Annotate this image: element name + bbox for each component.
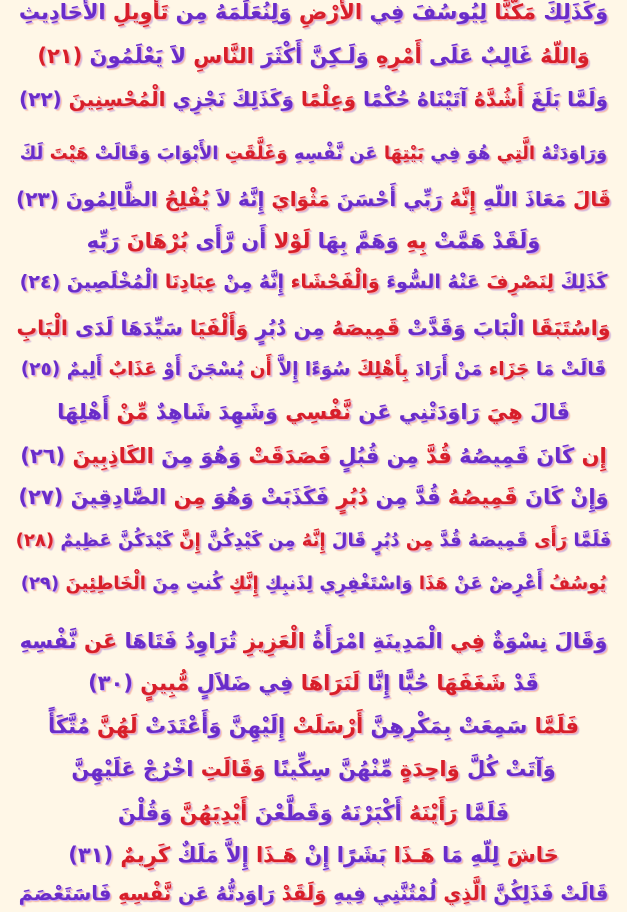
verse-word: رَأَى — [534, 530, 568, 551]
verse-word: عَذَابٌ — [108, 359, 157, 380]
verse-word: وَاسْتَغْفِرِي — [319, 573, 413, 594]
verse-word: أَن — [241, 229, 267, 253]
verse-word: شَاهِدٌ — [155, 400, 211, 424]
verse-word: وَعِلْمًا — [300, 87, 357, 111]
verse-word: النَّاسِ — [193, 44, 254, 68]
verse-word: إِنَّهُ — [301, 530, 326, 551]
verse-line — [14, 318, 613, 339]
verse-word: شَغَفَهَا — [436, 671, 506, 695]
verse-word: أَكْبَرْنَهُ — [340, 801, 402, 825]
verse-word: وَلَمَّا — [567, 87, 608, 111]
verse-word: إِنَّهُ — [449, 187, 476, 211]
verse-word: الكَاذِبِينَ — [72, 444, 154, 468]
verse-word: أَهْلِهَا — [57, 400, 110, 424]
verse-word: وَغَلَّقَتِ — [224, 143, 288, 164]
verse-line — [14, 884, 613, 904]
verse-word: مِن — [405, 530, 434, 551]
verse-word: (٣١) — [68, 843, 114, 867]
verse-word: يُوسُفُ — [549, 573, 607, 594]
verse-word: وَاللّهُ — [540, 44, 590, 68]
verse-word: الْبَابَ — [472, 316, 525, 340]
verse-word: هَذَا — [418, 573, 448, 594]
verse-word: (٢٨) — [15, 530, 55, 551]
verse-line — [14, 2, 613, 23]
verse-line — [14, 631, 613, 652]
verse-word: أَوْ — [163, 359, 182, 380]
verse-word: يُسْجَنَ — [187, 359, 244, 380]
verse-word: قُدَّ — [425, 444, 452, 468]
verse-word: الْعَزِيزِ — [243, 629, 305, 653]
verse-word: عَظِيمٌ — [60, 530, 112, 551]
verse-word: فَتَاهَا — [124, 629, 178, 653]
verse-word: يُفْلِحُ — [164, 187, 210, 211]
verse-word: وَهُوَ — [200, 444, 242, 468]
verse-word: سَيِّدَهَا — [120, 316, 183, 340]
verse-word: الْمُحْسِنِينَ — [68, 87, 166, 111]
verse-word: وَرَاوَدَتْهُ — [541, 143, 608, 164]
verse-word: دُبُرٍ — [255, 316, 287, 340]
verse-word: أَيْدِيَهُنَّ — [179, 801, 248, 825]
verse-word: الأَرْضِ — [298, 0, 363, 24]
verse-word: وَلَقَدْ — [281, 882, 327, 905]
verse-word: رَأَيْنَهُ — [409, 801, 458, 825]
verse-word: أَكْثَرَ — [261, 44, 303, 68]
verse-word: مِنَ — [152, 573, 180, 594]
verse-word: هِيَ — [486, 400, 523, 424]
verse-word: فَذَلِكُنَّ — [493, 882, 554, 905]
verse-word: وَقَالَتْ — [94, 143, 151, 164]
verse-word: وَقَطَّعْنَ — [254, 801, 333, 825]
verse-word: الْمُخْلَصِينَ — [66, 271, 159, 293]
verse-word: إِلاَّ — [225, 843, 249, 867]
verse-word: بِأَهْلِكَ — [356, 359, 409, 380]
verse-word: حَاشَ — [506, 843, 559, 867]
verse-line — [14, 716, 613, 737]
verse-word: مَكَّنَّا — [494, 0, 537, 24]
verse-word: لَوْلا — [273, 229, 311, 253]
verse-line — [14, 189, 613, 209]
verse-word: قَالَ — [331, 530, 367, 551]
verse-line — [14, 446, 613, 467]
verse-line — [14, 532, 613, 550]
verse-word: فَكَذَبَتْ — [260, 485, 330, 509]
verse-word: وَقُلْنَ — [117, 801, 173, 825]
verse-word: عَلَيْهِنَّ — [71, 757, 136, 781]
verse-word: وَلَـكِنَّ — [309, 44, 369, 68]
verse-word: وَاحِدَةٍ — [399, 757, 460, 781]
verse-word: لُمْتُنَّنِي — [372, 882, 437, 905]
verse-word: الصَّادِقِينَ — [70, 485, 167, 509]
verse-word: مِن — [173, 485, 206, 509]
verse-word: إِنَّهُ — [258, 271, 285, 293]
verse-word: إِنَّ — [179, 530, 201, 551]
verse-word: عَن — [349, 143, 378, 164]
verse-word: نَّفْسِي — [285, 400, 351, 424]
verse-word: وَلِنُعَلِّمَهُ — [214, 0, 292, 24]
verse-word: مِن — [175, 0, 208, 24]
verse-word: مِّنْهُنَّ — [338, 757, 393, 781]
verse-word: فَلَمَّا — [573, 530, 612, 551]
verse-word: نَّفْسِهِ — [293, 143, 343, 164]
verse-word: هَمَّتْ — [433, 229, 485, 253]
verse-word: (٢٩) — [20, 573, 60, 594]
verse-word: مِنْ — [223, 271, 253, 293]
verse-word: كَانَ — [536, 444, 575, 468]
verse-word: وَقَدَّتْ — [407, 316, 466, 340]
verse-word: كُنتِ — [185, 573, 223, 594]
verse-word: مِن — [293, 316, 325, 340]
verse-word: وَاسُتَبَقَا — [531, 316, 611, 340]
verse-word: (٢٧) — [18, 485, 64, 509]
verse-word: قُدَّ — [439, 530, 462, 551]
verse-word: مِن — [268, 530, 296, 551]
verse-word: لَنَرَاهَا — [300, 671, 360, 695]
verse-word: لَهُنَّ — [97, 714, 138, 738]
verse-word: هُوَ — [466, 143, 491, 164]
verse-word: بَلَغَ — [530, 87, 561, 111]
verse-word: كَذَلِكَ — [560, 271, 608, 293]
verse-word: فَلَمَّا — [464, 801, 510, 825]
verse-word: إِنَّهُ — [237, 187, 265, 211]
verse-word: مَلَكٌ — [177, 843, 219, 867]
verse-word: قَالَتْ — [560, 882, 609, 905]
verse-word: الْبَابِ — [16, 316, 68, 340]
verse-word: عَنْ — [454, 573, 483, 594]
verse-word: فَاسَتَعْصَمَ — [18, 882, 112, 905]
verse-line — [14, 402, 613, 423]
verse-word: أَرَادَ — [414, 359, 448, 380]
verse-word: لَكَ — [19, 143, 44, 164]
verse-word: نَّفْسِهِ — [19, 629, 77, 653]
verse-word: وَشَهِدَ — [218, 400, 278, 424]
verse-word: أَمْرِهِ — [376, 44, 422, 68]
verse-word: ضَلاَلٍ — [196, 671, 252, 695]
verse-line — [14, 845, 613, 866]
verse-word: فَصَدَقَتْ — [248, 444, 331, 468]
verse-word: إِنَّكِ — [229, 573, 259, 594]
verse-word: إِلاَّ — [278, 359, 299, 380]
verse-word: وَقَالَتِ — [200, 757, 266, 781]
verse-word: قَدْ — [513, 671, 539, 695]
verse-word: فَلَمَّا — [534, 714, 579, 738]
verse-line — [14, 487, 613, 508]
verse-word: وَأَلْفَيَا — [189, 316, 249, 340]
verse-word: يَعْلَمُونَ — [89, 44, 164, 68]
verse-word: عَنْهُ — [447, 271, 480, 293]
verse-word: نَّفْسِهِ — [118, 882, 172, 905]
verse-word: لَدَى — [75, 316, 114, 340]
verse-word: رَاوَدتُّهُ — [215, 882, 275, 905]
verse-word: رَاوَدَتْنِي — [398, 400, 480, 424]
verse-word: (٢٣) — [16, 187, 59, 211]
verse-word: قَمِيصُهُ — [459, 444, 529, 468]
verse-word: الظَّالِمُونَ — [65, 187, 158, 211]
verse-line — [14, 273, 613, 292]
verse-word: الَّذِي — [443, 882, 487, 905]
verse-line — [14, 361, 613, 380]
verse-word: الْخَاطِئِينَ — [65, 573, 146, 594]
verse-word: قُبُلٍ — [338, 444, 380, 468]
verse-word: رَبِّي — [403, 187, 443, 211]
verse-word: مَنْ — [454, 359, 483, 380]
verse-word: حُبًّا — [397, 671, 430, 695]
verse-word: مُّبِينٍ — [140, 671, 190, 695]
verse-word: الأَبْوَابَ — [156, 143, 219, 164]
verse-word: امْرَأَةُ — [312, 629, 365, 653]
verse-word: دُبُرٍ — [372, 530, 400, 551]
verse-word: تُرَاوِدُ — [184, 629, 237, 653]
verse-word: حُكْمًا — [363, 87, 411, 111]
verse-word: السُّوءَ — [386, 271, 441, 293]
verse-word: الَّتِي — [496, 143, 536, 164]
verse-word: (٢٥) — [20, 359, 61, 380]
verse-word: إِنَّا — [367, 671, 391, 695]
verse-word: رَّأَى — [195, 229, 234, 253]
verse-word: مُتَّكَأً — [48, 714, 90, 738]
verse-word: قُدَّ — [414, 485, 441, 509]
verse-word: مِن — [386, 444, 419, 468]
verse-word: الأَحَادِيثِ — [18, 0, 106, 24]
verse-word: اللّهِ — [482, 187, 518, 211]
verse-word: فِي — [450, 629, 486, 653]
verse-word: كَانَ — [525, 485, 564, 509]
verse-word: مِّنْ — [116, 400, 149, 424]
verse-word: مَعَاذَ — [524, 187, 567, 211]
verse-line — [14, 89, 613, 109]
verse-word: كَيْدِكُنَّ — [206, 530, 262, 551]
verse-word: أَحْسَنَ — [336, 187, 397, 211]
verse-word: عَن — [358, 400, 392, 424]
verse-word: بِمَكْرِهِنَّ — [370, 714, 452, 738]
verse-word: عِبَادِنَا — [164, 271, 217, 293]
verse-word: لاَ — [216, 187, 231, 211]
verse-word: وَهَمَّ — [354, 229, 399, 253]
verse-word: كُلَّ — [467, 757, 498, 781]
verse-word: كَيْدَكُنَّ — [117, 530, 173, 551]
verse-word: مَا — [535, 359, 555, 380]
verse-word: سَمِعَتْ — [458, 714, 528, 738]
verse-word: تَأْوِيلِ — [112, 0, 169, 24]
verse-word: لِنَصْرِفَ — [486, 271, 554, 293]
verse-word: لِيُوسُفَ — [411, 0, 488, 24]
verse-word: لِذَنبِكِ — [265, 573, 314, 594]
verse-word: فِي — [369, 0, 405, 24]
verse-word: عَلَى — [429, 44, 474, 68]
verse-word: قَالَ — [530, 400, 570, 424]
verse-word: غَالِبٌ — [480, 44, 533, 68]
verse-line — [14, 673, 613, 694]
verse-word: لاَ — [170, 44, 186, 68]
verse-line — [14, 46, 613, 67]
verse-word: سُوَءًا — [304, 359, 351, 380]
verse-word: وَلَقَدْ — [492, 229, 541, 253]
verse-word: قَمِيصُهُ — [447, 485, 518, 509]
verse-word: اخْرُجْ — [142, 757, 194, 781]
verse-word: أَن — [249, 359, 272, 380]
verse-word: فِيهِ — [333, 882, 366, 905]
verse-word: أَرْسَلَتْ — [292, 714, 364, 738]
verse-word: (٣٠) — [88, 671, 133, 695]
verse-word: هَيْتَ — [49, 143, 89, 164]
verse-word: نَجْزِي — [172, 87, 226, 111]
verse-word: وَكَذَلِكَ — [232, 87, 294, 111]
verse-word: أَشُدَّهُ — [473, 87, 524, 111]
verse-word: قَالَ — [572, 187, 611, 211]
verse-word: بَشَرًا — [336, 843, 387, 867]
verse-line — [14, 231, 613, 252]
verse-line — [14, 803, 613, 824]
verse-word: هَـذَا — [393, 843, 435, 867]
verse-word: فِي — [430, 143, 461, 164]
verse-word: رَبِّهِ — [86, 229, 120, 253]
verse-word: بُرْهَانَ — [126, 229, 189, 253]
verse-word: بِهِ — [406, 229, 427, 253]
verse-word: مِن — [375, 485, 408, 509]
verse-word: بِهَا — [317, 229, 348, 253]
verse-word: هَـذَا — [255, 843, 298, 867]
verse-word: وَكَذَلِكَ — [543, 0, 609, 24]
verse-line — [14, 145, 613, 163]
verse-word: قَمِيصَهُ — [467, 530, 528, 551]
verse-word: بَيْتِهَا — [383, 143, 424, 164]
verse-word: مَا — [442, 843, 463, 867]
verse-word: وَآتَتْ — [505, 757, 556, 781]
verse-word: دُبُرٍ — [336, 485, 369, 509]
verse-word: جَزَاء — [488, 359, 530, 380]
verse-word: وَقَالَ — [554, 629, 608, 653]
verse-word: (٢٢) — [18, 87, 62, 111]
verse-word: مَثْوَايَ — [271, 187, 330, 211]
verse-word: لِلّهِ — [470, 843, 500, 867]
verse-word: وَإِنْ — [570, 485, 609, 509]
verse-word: (٢٤) — [19, 271, 61, 293]
verse-word: إِن — [581, 444, 607, 468]
verse-word: قَالَتْ — [560, 359, 607, 380]
verse-word: إِنْ — [304, 843, 330, 867]
verse-word: وَالْفَحْشَاء — [290, 271, 380, 293]
verse-word: قَمِيصَهُ — [331, 316, 400, 340]
verse-line — [14, 575, 613, 593]
verse-word: آتَيْنَاهُ — [416, 87, 467, 111]
verse-line — [14, 759, 613, 780]
verse-word: فِي — [258, 671, 294, 695]
verse-word: سِكِّينًا — [272, 757, 331, 781]
verse-word: أَلِيمٌ — [66, 359, 103, 380]
verse-word: وَهُوَ — [212, 485, 254, 509]
verse-word: وَأَعْتَدَتْ — [144, 714, 222, 738]
verse-word: أَعْرِضْ — [488, 573, 543, 594]
verse-word: الْمَدِينَةِ — [372, 629, 443, 653]
verse-word: نِسْوَةٌ — [492, 629, 548, 653]
verse-word: عَن — [83, 629, 118, 653]
verse-word: كَرِيمٌ — [120, 843, 171, 867]
verse-word: (٢١) — [37, 44, 83, 68]
verse-word: مِنَ — [161, 444, 193, 468]
verse-word: (٢٦) — [20, 444, 66, 468]
verse-word: إِلَيْهِنَّ — [228, 714, 286, 738]
verse-word: عَن — [177, 882, 209, 905]
